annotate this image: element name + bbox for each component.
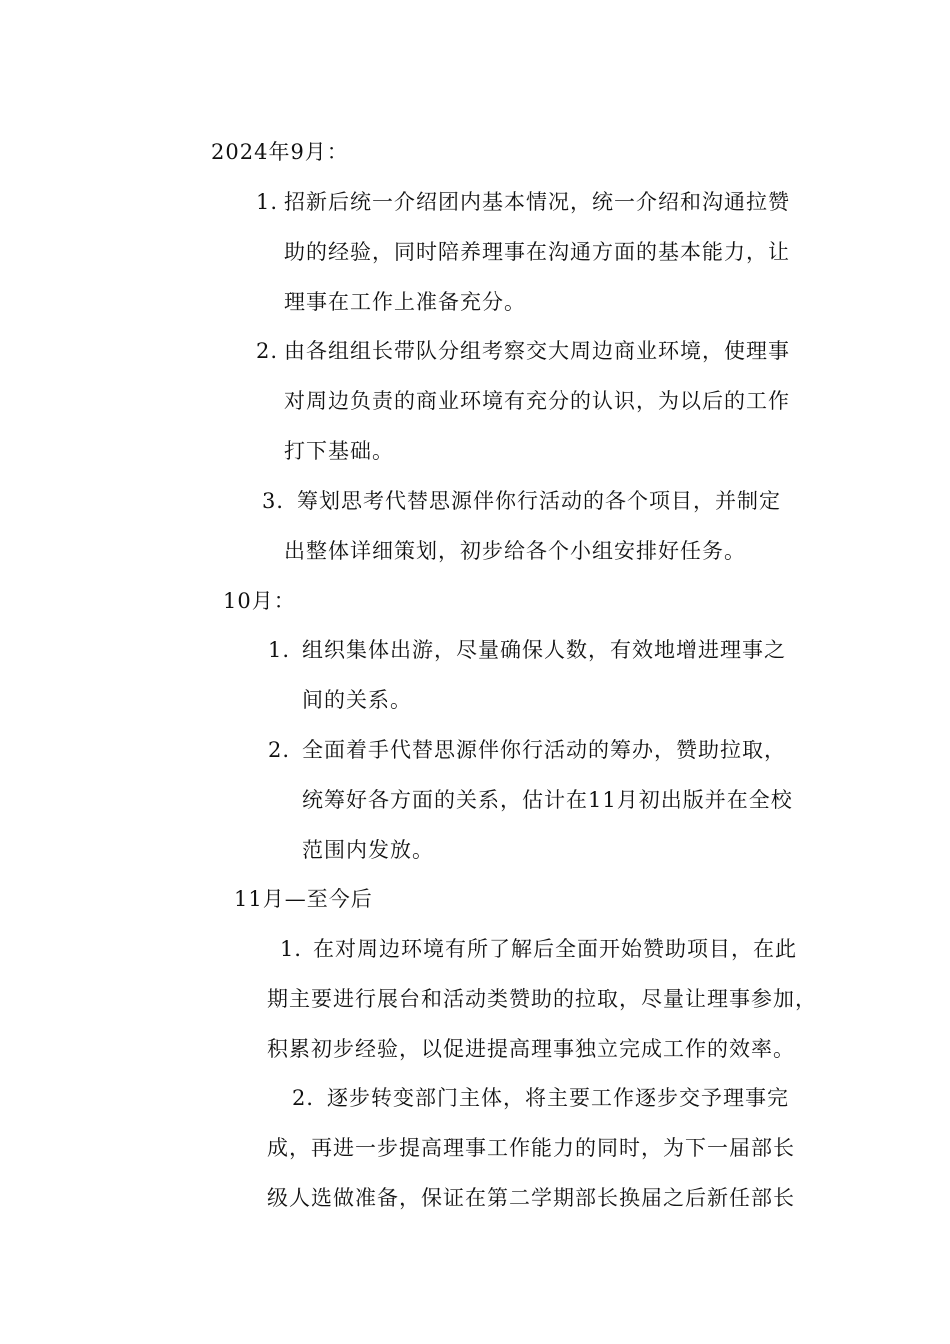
list-item-text: 助的经验，同时陪养理事在沟通方面的基本能力，让 [284, 240, 790, 264]
list-item-text: 出整体详细策划，初步给各个小组安排好任务。 [284, 539, 746, 563]
list-item-text: 逐步转变部门主体，将主要工作逐步交予理事完 [327, 1086, 789, 1110]
list-item-text: 全面着手代替思源伴你行活动的筹办，赞助拉取， [302, 738, 786, 762]
list-item-text: 间的关系。 [302, 688, 412, 712]
list-item-number: 2． [292, 1086, 329, 1110]
list-item-text: 成，再进一步提高理事工作能力的同时，为下一届部长 [267, 1136, 795, 1160]
list-item-text: 筹划思考代替思源伴你行活动的各个项目，并制定 [297, 489, 781, 513]
list-item-number: 3． [262, 489, 299, 513]
list-item-text: 范围内发放。 [302, 838, 434, 862]
section-heading-october: 10月： [223, 589, 296, 613]
list-item-text: 统筹好各方面的关系，估计在11月初出版并在全校 [302, 788, 793, 812]
list-item-number: 1． [280, 937, 317, 961]
list-item-text: 积累初步经验，以促进提高理事独立完成工作的效率。 [267, 1037, 795, 1061]
list-item-text: 对周边负责的商业环境有充分的认识，为以后的工作 [284, 389, 790, 413]
list-item-text: 期主要进行展台和活动类赞助的拉取，尽量让理事参加， [267, 987, 817, 1011]
list-item-text: 理事在工作上准备充分。 [284, 290, 526, 314]
section-heading-november: 11月—至今后 [234, 887, 373, 911]
list-item-number: 1. [268, 638, 291, 662]
list-item-text: 级人选做准备，保证在第二学期部长换届之后新任部长 [267, 1186, 795, 1210]
list-item-text: 在对周边环境有所了解后全面开始赞助项目，在此 [313, 937, 797, 961]
list-item-number: 1. [256, 190, 279, 214]
section-heading-september: 2024年9月： [211, 140, 349, 164]
list-item-text: 打下基础。 [284, 439, 394, 463]
list-item-text: 由各组组长带队分组考察交大周边商业环境，使理事 [284, 339, 790, 363]
list-item-text: 招新后统一介绍团内基本情况，统一介绍和沟通拉赞 [284, 190, 790, 214]
list-item-text: 组织集体出游，尽量确保人数，有效地增进理事之 [302, 638, 786, 662]
list-item-number: 2. [256, 339, 279, 363]
list-item-number: 2. [268, 738, 291, 762]
